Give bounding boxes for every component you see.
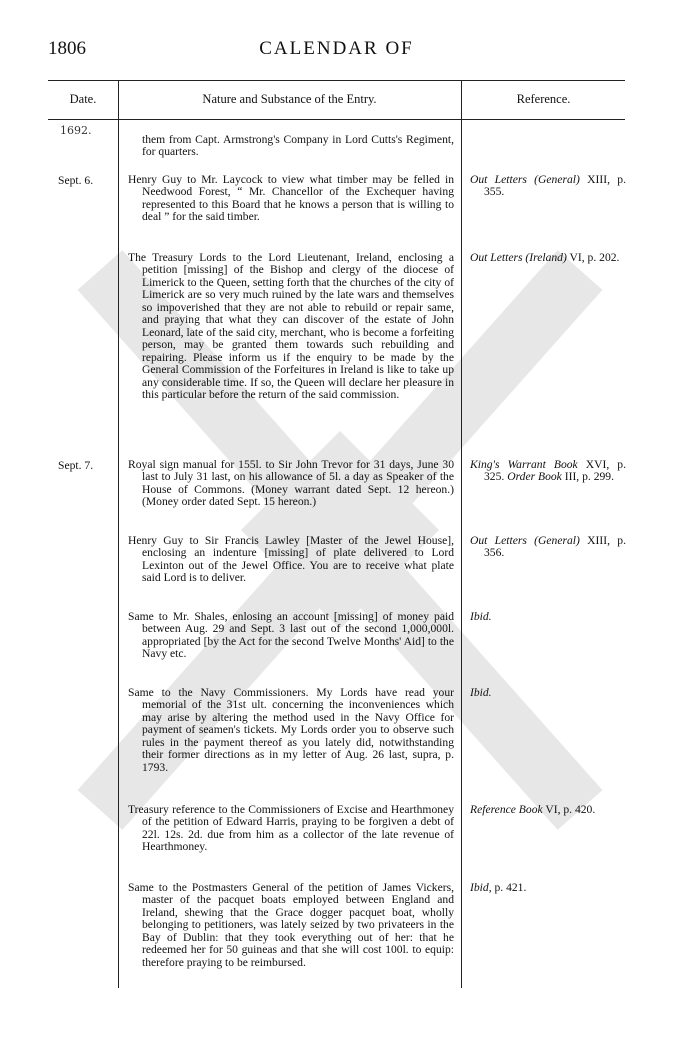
running-title: CALENDAR OF — [259, 38, 414, 59]
entry-reference: Ibid. — [470, 686, 492, 699]
page-number: 1806 — [48, 38, 86, 59]
table-header-rule — [48, 119, 625, 120]
date-sept-7: Sept. 7. — [58, 459, 94, 472]
entry-text: Same to the Navy Commissioners. My Lords have read your memorial of the 31st ult. concerning the inconveniences which may arise by altering the method used in the Navy Office for payment of seamen's tickets. My Lords order you to observe such rules in the payment thereof as you lately did, notwithstanding their former directions as in my letter of Aug. 26 last, supra, p. 1793. — [128, 686, 454, 774]
entry-text: Henry Guy to Sir Francis Lawley [Master of the Jewel House], enclosing an indenture [missing] of plate delivered to Lord Lexinton out of the Jewel Office. You are to receive what plate said Lord is to deliver. — [128, 534, 454, 585]
entry-text: Henry Guy to Mr. Laycock to view what timber may be felled in Needwood Forest, “ Mr. Chancellor of the Exchequer having represented to this Board that he knows a person that is willing to deal ” for the said timber. — [128, 173, 454, 224]
column-header-nature: Nature and Substance of the Entry. — [202, 92, 377, 106]
entry-reference: King's Warrant Book XVI, p. 325. Order Book III, p. 299. — [470, 458, 627, 484]
entry-text: Same to Mr. Shales, enlosing an account [missing] of money paid between Aug. 29 and Sept. 3 last out of the second 1,000,000l. appropriated [by the Act for the second Twelve Months' Aid] to the Navy etc. — [128, 610, 454, 661]
entry-text: Treasury reference to the Commissioners of Excise and Hearthmoney of the petition of Edward Harris, praying to be forgiven a debt of 22l. 12s. 2d. due from him as a collector of the late revenue of Hearthmoney. — [128, 803, 454, 854]
date-sept-6: Sept. 6. — [58, 174, 94, 187]
column-divider-reference — [461, 80, 462, 988]
entry-reference: Out Letters (General) XIII, p. 356. — [470, 534, 626, 560]
column-divider-date — [118, 80, 119, 988]
entry-text: Same to the Postmasters General of the petition of James Vickers, master of the pacquet boats employed between England and Ireland, shewing that the Grace dogger pacquet boat, wholly belonging to petitioners, was lately seized by two privateers in the Bay of Dublin: that they took everything out of her: that he redeemed her for 50 guineas and that she will cost 100l. to equip: therefore praying to be reimbursed. — [128, 881, 454, 969]
table-top-rule — [48, 80, 625, 81]
column-header-date: Date. — [69, 92, 97, 106]
entry-reference: Out Letters (Ireland) VI, p. 202. — [470, 251, 620, 264]
entry-text: Royal sign manual for 155l. to Sir John Trevor for 31 days, June 30 last to July 31 last, on his allowance of 5l. a day as Speaker of the House of Commons. (Money warrant dated Sept. 12 hereon.) (Money order dated Sept. 15 hereon.) — [128, 458, 454, 509]
entry-reference: Ibid. — [470, 610, 492, 623]
entry-text: them from Capt. Armstrong's Company in Lord Cutts's Regiment, for quarters. — [142, 133, 454, 159]
entry-reference: Reference Book VI, p. 420. — [470, 803, 596, 816]
year-label: 1692. — [60, 124, 92, 137]
entry-text: The Treasury Lords to the Lord Lieutenant, Ireland, enclosing a petition [missing] of the Bishop and clergy of the diocese of Limerick to the Queen, setting forth that the churches of the city of Limerick are so very much ruined by the late wars and themselves so impoverished that they are not able to rebuild or repair same, and praying that what they can discover of the estate of John Leonard, late of the said city, merchant, who is become a forfeiting person, may be granted them towards such rebuilding and repairing. Please inform us if the enquiry to be made by the General Commission of the Forfeitures in Ireland is like to take up any considerable time. If so, the Queen will declare her pleasure in this particular before the return of the said commission. — [128, 251, 454, 401]
entry-reference: Ibid, p. 421. — [470, 881, 527, 894]
column-header-reference: Reference. — [516, 92, 571, 106]
entry-reference: Out Letters (General) XIII, p. 355. — [470, 173, 626, 199]
